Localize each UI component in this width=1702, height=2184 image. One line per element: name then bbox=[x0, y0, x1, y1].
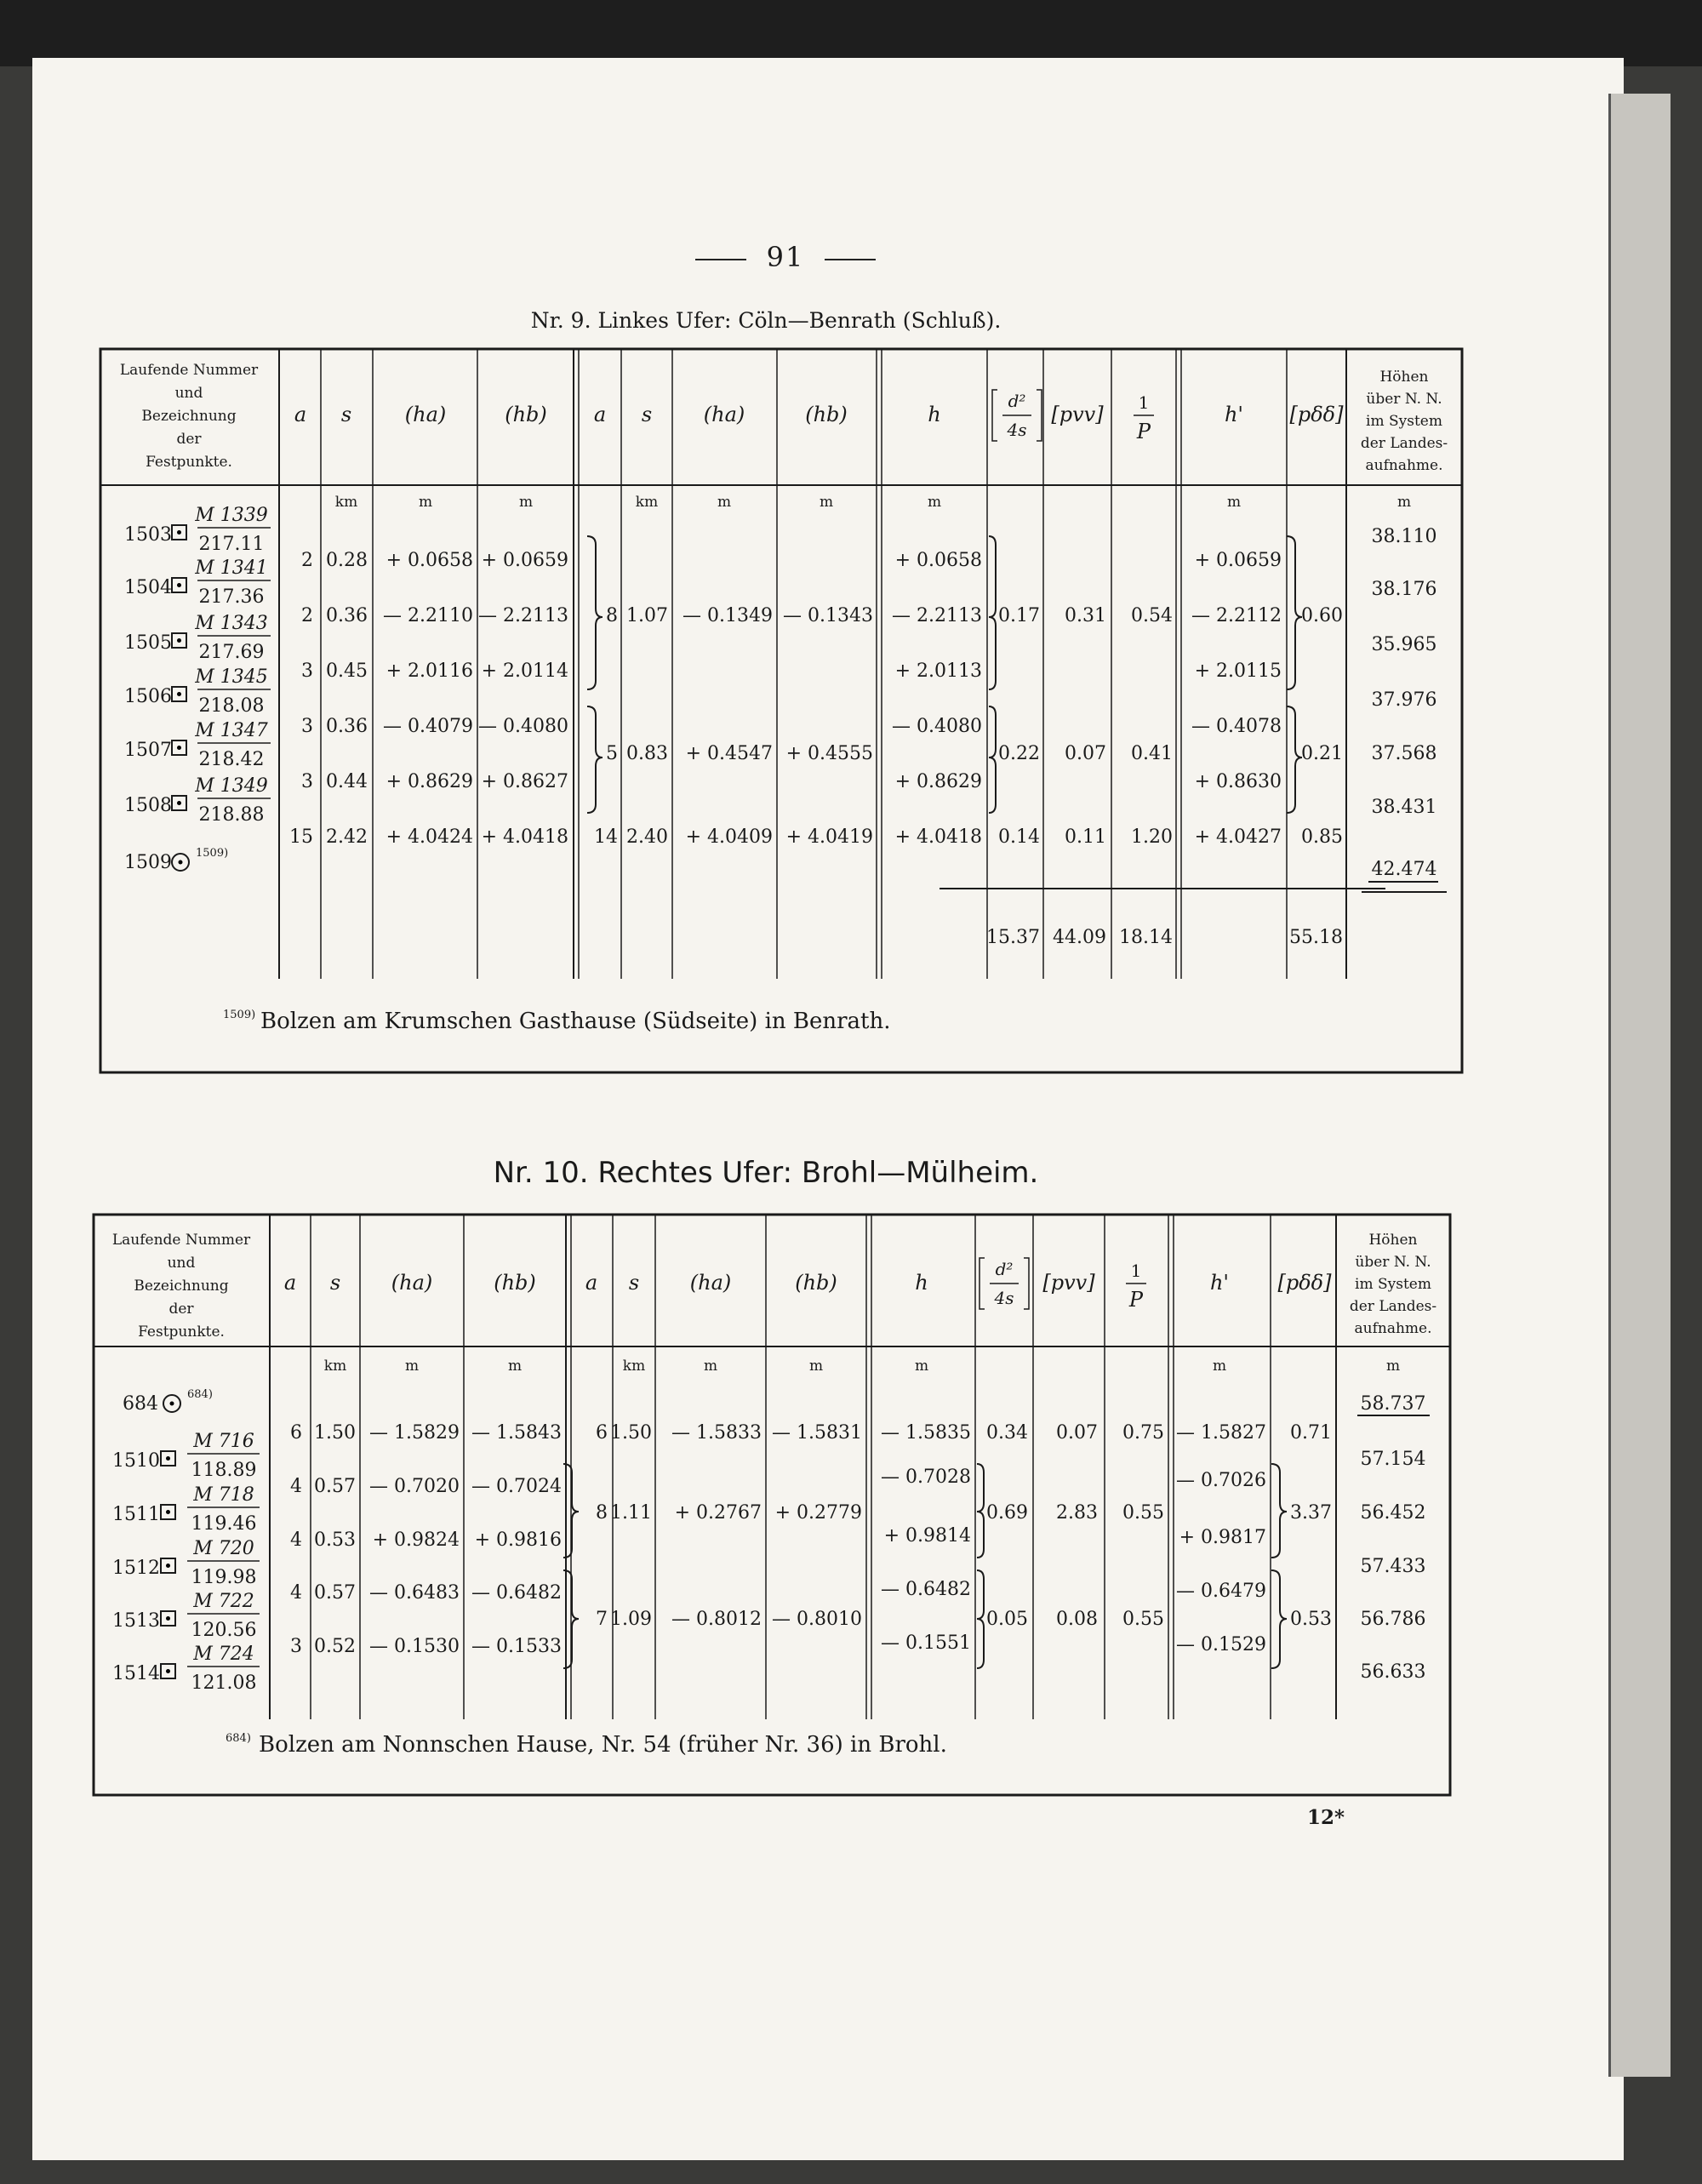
t9-unit-ha: m bbox=[418, 494, 433, 511]
t9-grp-pvv: 0.07 bbox=[1065, 743, 1106, 764]
t9-grp-s: 0.83 bbox=[626, 743, 668, 764]
t10-point-mark: M 724 bbox=[193, 1644, 254, 1665]
t10-unit-height: m bbox=[1385, 1358, 1401, 1375]
t9-cell-a: 3 bbox=[301, 716, 313, 737]
t9-grp-ha: — 0.1349 bbox=[683, 605, 773, 626]
t10-hdr-h-3: im System bbox=[1355, 1276, 1431, 1293]
t10-point-height: 56.633 bbox=[1360, 1661, 1426, 1683]
t9-point-num: 1508 bbox=[124, 795, 172, 816]
t9-cell-h: — 2.2113 bbox=[892, 605, 982, 626]
t9-hdr-4s: 4s bbox=[1007, 420, 1027, 440]
t10-cell-hb: — 0.1533 bbox=[471, 1636, 562, 1657]
t10-grp-d2: 0.69 bbox=[986, 1502, 1028, 1524]
t10-hdr-ha2: (ha) bbox=[689, 1271, 732, 1295]
t10-cell-s: 0.57 bbox=[314, 1582, 356, 1604]
t10-point-num: 1514 bbox=[112, 1663, 160, 1684]
t9-cell-ha: + 4.0424 bbox=[386, 826, 473, 848]
t10-point-height: 56.452 bbox=[1360, 1502, 1426, 1524]
t10-point-num: 1511 bbox=[112, 1504, 160, 1525]
t10-row bbox=[290, 1632, 1266, 1657]
t9-hdr-inv-den: P bbox=[1136, 420, 1151, 443]
t10-cell-a: 4 bbox=[290, 1529, 302, 1551]
t10-point-mark: M 722 bbox=[193, 1591, 254, 1612]
t10-hdr-label-5: Festpunkte. bbox=[138, 1324, 225, 1341]
t10-unit-hp: m bbox=[1212, 1358, 1227, 1375]
t10-unit-ha: m bbox=[404, 1358, 420, 1375]
t9-cell-h: + 4.0418 bbox=[894, 826, 982, 848]
t9-grp-pdd: 0.21 bbox=[1301, 743, 1343, 764]
t9-unit-hb: m bbox=[518, 494, 534, 511]
t9-grp-invp: 1.20 bbox=[1131, 826, 1173, 848]
t10-hdr-hb: (hb) bbox=[494, 1271, 536, 1295]
t9-hdr-pdd: [pδδ] bbox=[1289, 403, 1344, 426]
t10-cell-hp: — 0.1529 bbox=[1176, 1634, 1266, 1655]
t10-cell-h: — 0.1551 bbox=[881, 1632, 971, 1654]
t9-hdr-d2: d² bbox=[1008, 391, 1026, 411]
t9-hdr-label-1: Laufende Nummer bbox=[119, 362, 259, 379]
t10-unit-hb2: m bbox=[808, 1358, 824, 1375]
t9-cell-s: 2.42 bbox=[326, 826, 368, 848]
t10-cell-d2: 0.34 bbox=[986, 1422, 1028, 1444]
table9-title: Nr. 9. Linkes Ufer: Cöln—Benrath (Schluß). bbox=[530, 308, 1002, 333]
t9-grp-ha: + 0.4547 bbox=[685, 743, 773, 764]
t10-cell-a: 4 bbox=[290, 1476, 302, 1497]
t9-cell-ha: + 2.0116 bbox=[386, 660, 473, 682]
t10-cell-a: 6 bbox=[290, 1422, 302, 1444]
t9-hdr-label-5: Festpunkte. bbox=[146, 454, 232, 471]
t10-point-val: 120.56 bbox=[191, 1620, 257, 1641]
t10-cell-ha: — 1.5829 bbox=[369, 1422, 460, 1444]
t9-total-pvv: 44.09 bbox=[1053, 927, 1106, 948]
t9-grp-hb: — 0.1343 bbox=[783, 605, 873, 626]
t9-point-val: 217.36 bbox=[198, 586, 265, 608]
t9-point-mark: M 1339 bbox=[195, 505, 268, 526]
t9-footnote-mark: 1509) bbox=[223, 1009, 256, 1021]
t9-unit-height: m bbox=[1396, 494, 1412, 511]
t10-cell-a: 4 bbox=[290, 1582, 302, 1604]
t9-grp-a: 5 bbox=[606, 743, 618, 764]
t10-hdr-pvv: [pvv] bbox=[1042, 1271, 1095, 1295]
t10-cell-h: + 0.9814 bbox=[883, 1525, 971, 1547]
t10-hdr-a: a bbox=[283, 1271, 297, 1295]
t10-hdr-a2: a bbox=[585, 1271, 598, 1295]
t10-grp-s: 1.09 bbox=[610, 1609, 652, 1630]
t10-row bbox=[290, 1579, 1266, 1604]
t9-cell-h: + 2.0113 bbox=[894, 660, 982, 682]
t10-cell-s: 1.50 bbox=[314, 1422, 356, 1444]
t9-unit-hb2: m bbox=[819, 494, 834, 511]
t10-point-val: 118.89 bbox=[191, 1460, 257, 1481]
t9-grp-ha: + 4.0409 bbox=[685, 826, 773, 848]
t9-hdr-hb2: (hb) bbox=[805, 403, 848, 426]
t9-cell-s: 0.28 bbox=[326, 550, 368, 571]
t9-cell-a: 3 bbox=[301, 660, 313, 682]
t9-footnote: Bolzen am Krumschen Gasthause (Südseite) in Benrath. bbox=[260, 1009, 891, 1034]
t9-point-mark: M 1349 bbox=[195, 775, 268, 797]
t10-grp-ha: — 0.8012 bbox=[671, 1609, 762, 1630]
t9-grp-pdd: 0.85 bbox=[1301, 826, 1343, 848]
t9-hdr-s2: s bbox=[641, 403, 653, 426]
t10-hdr-h-1: Höhen bbox=[1368, 1232, 1418, 1249]
t10-hdr-hb2: (hb) bbox=[795, 1271, 837, 1295]
t10-hdr-s: s bbox=[329, 1271, 341, 1295]
t10-point-height: 58.737 bbox=[1360, 1393, 1426, 1415]
t10-point-mark: M 718 bbox=[193, 1484, 254, 1506]
t10-cell-ha: + 0.9824 bbox=[372, 1529, 460, 1551]
t10-point-num: 684 bbox=[123, 1393, 158, 1415]
t10-point bbox=[123, 1388, 1425, 1415]
t10-hdr-inv-num: 1 bbox=[1130, 1261, 1142, 1281]
t9-hdr-h: h bbox=[928, 403, 941, 426]
t10-point-height: 57.154 bbox=[1360, 1449, 1426, 1470]
t9-point-height: 38.110 bbox=[1371, 526, 1437, 547]
t9-cell-ha: — 0.4079 bbox=[383, 716, 473, 737]
t10-footnote-mark: 684) bbox=[226, 1732, 251, 1745]
t10-hdr-inv-den: P bbox=[1128, 1288, 1144, 1312]
t9-hdr-h-4: der Landes- bbox=[1360, 435, 1448, 452]
t10-cell-hp: — 1.5827 bbox=[1176, 1422, 1266, 1444]
t10-grp-pdd: 0.53 bbox=[1290, 1609, 1332, 1630]
t10-hdr-pdd: [pδδ] bbox=[1277, 1271, 1332, 1295]
t10-unit-h: m bbox=[914, 1358, 929, 1375]
t9-point-val: 218.08 bbox=[198, 695, 265, 717]
t9-grp-s: 2.40 bbox=[626, 826, 668, 848]
t9-point-mark: 1509) bbox=[196, 847, 229, 860]
t10-cell-s: 0.57 bbox=[314, 1476, 356, 1497]
t10-unit-s: km bbox=[323, 1358, 347, 1375]
t10-hdr-hp: h' bbox=[1209, 1271, 1230, 1295]
t9-row bbox=[301, 716, 1282, 737]
t9-cell-a: 15 bbox=[289, 826, 313, 848]
t9-cell-ha: — 2.2110 bbox=[383, 605, 473, 626]
t9-cell-hp: + 0.8630 bbox=[1194, 771, 1282, 792]
t9-cell-s: 0.44 bbox=[326, 771, 368, 792]
t10-cell-hb: — 1.5843 bbox=[471, 1422, 562, 1444]
t9-hdr-label-3: Bezeichnung bbox=[141, 408, 237, 425]
t10-grp-hb: — 0.8010 bbox=[772, 1609, 862, 1630]
t9-hdr-a2: a bbox=[593, 403, 607, 426]
t9-point-height: 42.474 bbox=[1371, 859, 1437, 880]
t9-point-num: 1503 bbox=[124, 524, 172, 546]
t10-grp-pvv: 0.08 bbox=[1056, 1609, 1098, 1630]
t10-grp-invp: 0.55 bbox=[1122, 1502, 1164, 1524]
t9-point-val: 217.69 bbox=[198, 642, 265, 663]
t9-unit-h: m bbox=[927, 494, 942, 511]
t9-hdr-h-5: aufnahme. bbox=[1365, 457, 1443, 474]
t10-cell-h: — 0.6482 bbox=[881, 1579, 971, 1600]
t9-point-num: 1504 bbox=[124, 577, 172, 598]
t10-grp-s: 1.11 bbox=[610, 1502, 652, 1524]
t10-cell-h: — 0.7028 bbox=[881, 1466, 971, 1488]
t9-cell-s: 0.36 bbox=[326, 716, 368, 737]
t9-hdr-h-2: über N. N. bbox=[1366, 391, 1442, 408]
t10-point-val: 119.46 bbox=[191, 1513, 257, 1535]
t9-row bbox=[301, 550, 1282, 571]
t9-point-mark: M 1343 bbox=[195, 613, 268, 634]
t10-cell-pvv: 0.07 bbox=[1056, 1422, 1098, 1444]
t10-grp-a: 8 bbox=[596, 1502, 608, 1524]
t9-hdr-pvv: [pvv] bbox=[1051, 403, 1104, 426]
t9-point-val: 218.42 bbox=[198, 749, 265, 770]
t9-point-mark: M 1341 bbox=[195, 557, 268, 579]
t9-point-num: 1509 bbox=[124, 852, 172, 873]
t9-hdr-inv-num: 1 bbox=[1138, 392, 1150, 413]
t10-unit-ha2: m bbox=[703, 1358, 718, 1375]
t10-point-val: 121.08 bbox=[191, 1672, 257, 1694]
t10-grp-pdd: 3.37 bbox=[1290, 1502, 1332, 1524]
t10-unit-s2: km bbox=[622, 1358, 646, 1375]
t9-cell-hp: + 0.0659 bbox=[1194, 550, 1282, 571]
t10-hdr-ha: (ha) bbox=[391, 1271, 433, 1295]
t10-hdr-label-4: der bbox=[168, 1301, 194, 1318]
t9-cell-h: — 0.4080 bbox=[892, 716, 982, 737]
t10-hdr-label-1: Laufende Nummer bbox=[111, 1232, 251, 1249]
t9-point-mark: M 1345 bbox=[195, 666, 268, 688]
t9-total-d2: 15.37 bbox=[986, 927, 1040, 948]
t9-grp-d2: 0.14 bbox=[998, 826, 1040, 848]
t10-first-row bbox=[290, 1422, 1332, 1444]
t9-group bbox=[606, 743, 1343, 764]
t10-grp-ha: + 0.2767 bbox=[674, 1502, 762, 1524]
t9-cell-h: + 0.8629 bbox=[894, 771, 982, 792]
t9-hdr-ha2: (ha) bbox=[703, 403, 745, 426]
t9-point-height: 38.431 bbox=[1371, 797, 1437, 818]
t10-hdr-4s: 4s bbox=[994, 1288, 1014, 1308]
t10-point-height: 56.786 bbox=[1360, 1609, 1426, 1630]
t9-point-height: 35.965 bbox=[1371, 634, 1437, 655]
t10-cell-hb: — 0.6482 bbox=[471, 1582, 562, 1604]
t10-hdr-s2: s bbox=[628, 1271, 640, 1295]
t9-grp-s: 1.07 bbox=[626, 605, 668, 626]
t9-row bbox=[301, 771, 1282, 792]
t9-hdr-h-3: im System bbox=[1366, 413, 1442, 430]
t9-total-invp: 18.14 bbox=[1119, 927, 1173, 948]
table10 bbox=[0, 1106, 1702, 1821]
t9-cell-a: 3 bbox=[301, 771, 313, 792]
t10-hdr-d2: d² bbox=[995, 1259, 1014, 1279]
t9-point-val: 218.88 bbox=[198, 804, 265, 826]
t10-cell-pdd: 0.71 bbox=[1290, 1422, 1332, 1444]
t10-cell-hp: — 0.7026 bbox=[1176, 1470, 1266, 1491]
t9-point-mark: M 1347 bbox=[195, 720, 268, 741]
t10-unit-hb: m bbox=[507, 1358, 523, 1375]
t9-cell-hb: — 2.2113 bbox=[478, 605, 568, 626]
t10-cell-invp: 0.75 bbox=[1122, 1422, 1164, 1444]
t9-grp-pvv: 0.31 bbox=[1065, 605, 1106, 626]
t9-grp-a: 14 bbox=[594, 826, 618, 848]
t10-point-mark: M 716 bbox=[193, 1431, 254, 1452]
t9-grp-pdd: 0.60 bbox=[1301, 605, 1343, 626]
t10-group bbox=[596, 1609, 1332, 1630]
t9-cell-hp: + 2.0115 bbox=[1194, 660, 1282, 682]
t9-point-height: 37.976 bbox=[1371, 689, 1437, 711]
t9-cell-hb: + 4.0418 bbox=[481, 826, 568, 848]
page-number-text: 91 bbox=[766, 241, 805, 273]
t10-footnote: Bolzen am Nonnschen Hause, Nr. 54 (früher Nr. 36) in Brohl. bbox=[259, 1732, 947, 1758]
t9-grp-pvv: 0.11 bbox=[1065, 826, 1106, 848]
t9-hdr-h-1: Höhen bbox=[1379, 369, 1429, 386]
t9-cell-hp: — 2.2112 bbox=[1191, 605, 1282, 626]
t9-grp-hb: + 0.4555 bbox=[785, 743, 873, 764]
signature-mark: 12* bbox=[1307, 1806, 1345, 1829]
t9-cell-hb: + 0.8627 bbox=[481, 771, 568, 792]
t9-cell-s: 0.36 bbox=[326, 605, 368, 626]
t10-grp-invp: 0.55 bbox=[1122, 1609, 1164, 1630]
t10-cell-hb: + 0.9816 bbox=[474, 1529, 562, 1551]
t9-cell-hb: + 2.0114 bbox=[481, 660, 568, 682]
t9-hdr-s: s bbox=[340, 403, 352, 426]
t9-grp-d2: 0.22 bbox=[998, 743, 1040, 764]
t9-point-val: 217.11 bbox=[198, 534, 265, 555]
t9-grp-a: 8 bbox=[606, 605, 618, 626]
t9-cell-hb: + 0.0659 bbox=[481, 550, 568, 571]
t9-cell-s: 0.45 bbox=[326, 660, 368, 682]
t9-unit-hp: m bbox=[1226, 494, 1242, 511]
t10-point-num: 1513 bbox=[112, 1610, 160, 1632]
t10-cell-hp: — 0.6479 bbox=[1176, 1581, 1266, 1602]
t10-cell-hb: — 0.7024 bbox=[471, 1476, 562, 1497]
t9-cell-hb: — 0.4080 bbox=[478, 716, 568, 737]
t10-row bbox=[290, 1525, 1266, 1551]
t9-hdr-ha: (ha) bbox=[404, 403, 447, 426]
t9-hdr-a: a bbox=[294, 403, 307, 426]
t10-point-num: 1512 bbox=[112, 1558, 160, 1579]
t10-cell-s: 0.52 bbox=[314, 1636, 356, 1657]
t10-cell-s2: 1.50 bbox=[610, 1422, 652, 1444]
t9-cell-h: + 0.0658 bbox=[894, 550, 982, 571]
t9-cell-hp: + 4.0427 bbox=[1194, 826, 1282, 848]
t10-point-mark: M 720 bbox=[193, 1538, 254, 1559]
t9-hdr-label-2: und bbox=[174, 385, 203, 402]
t10-cell-ha2: — 1.5833 bbox=[671, 1422, 762, 1444]
table10-title: Nr. 10. Rechtes Ufer: Brohl—Mülheim. bbox=[493, 1156, 1039, 1190]
t9-unit-s: km bbox=[334, 494, 358, 511]
t10-grp-hb: + 0.2779 bbox=[774, 1502, 862, 1524]
t9-cell-a: 2 bbox=[301, 605, 313, 626]
t9-grp-hb: + 4.0419 bbox=[785, 826, 873, 848]
t10-cell-a2: 6 bbox=[596, 1422, 608, 1444]
t9-totals bbox=[986, 927, 1343, 948]
t9-point-num: 1506 bbox=[124, 686, 172, 707]
t9-point-num: 1505 bbox=[124, 632, 172, 654]
t9-cell-ha: + 0.0658 bbox=[386, 550, 473, 571]
t9-cell-a: 2 bbox=[301, 550, 313, 571]
t10-hdr-h-4: der Landes- bbox=[1349, 1298, 1437, 1315]
t10-cell-a: 3 bbox=[290, 1636, 302, 1657]
t10-cell-ha: — 0.1530 bbox=[369, 1636, 460, 1657]
t10-cell-ha: — 0.6483 bbox=[369, 1582, 460, 1604]
t10-point-height: 57.433 bbox=[1360, 1556, 1426, 1577]
t10-hdr-label-3: Bezeichnung bbox=[134, 1278, 229, 1295]
t9-grp-invp: 0.54 bbox=[1131, 605, 1173, 626]
t9-total-pdd: 55.18 bbox=[1289, 927, 1343, 948]
t9-row bbox=[301, 660, 1282, 682]
t10-hdr-h-2: über N. N. bbox=[1355, 1254, 1431, 1271]
t9-unit-ha2: m bbox=[717, 494, 732, 511]
t9-cell-hp: — 0.4078 bbox=[1191, 716, 1282, 737]
t10-hdr-h-5: aufnahme. bbox=[1354, 1320, 1432, 1337]
t9-point-num: 1507 bbox=[124, 740, 172, 761]
t10-point-mark: 684) bbox=[187, 1388, 213, 1401]
t10-grp-pvv: 2.83 bbox=[1056, 1502, 1098, 1524]
t10-cell-s: 0.53 bbox=[314, 1529, 356, 1551]
t10-cell-hp: + 0.9817 bbox=[1179, 1527, 1266, 1548]
t9-grp-d2: 0.17 bbox=[998, 605, 1040, 626]
t10-hdr-label-2: und bbox=[167, 1255, 196, 1272]
t9-point-height: 37.568 bbox=[1371, 743, 1437, 764]
t9-point-height: 38.176 bbox=[1371, 579, 1437, 600]
t10-hdr-h: h bbox=[915, 1271, 928, 1295]
t10-row bbox=[290, 1466, 1266, 1497]
t10-cell-hb2: — 1.5831 bbox=[772, 1422, 862, 1444]
t10-cell-h: — 1.5835 bbox=[881, 1422, 971, 1444]
t10-point-num: 1510 bbox=[112, 1450, 160, 1472]
t9-unit-s2: km bbox=[635, 494, 659, 511]
t10-grp-a: 7 bbox=[596, 1609, 608, 1630]
t9-cell-ha: + 0.8629 bbox=[386, 771, 473, 792]
t9-hdr-label-4: der bbox=[176, 431, 202, 448]
t9-hdr-hp: h' bbox=[1224, 403, 1244, 426]
t10-grp-d2: 0.05 bbox=[986, 1609, 1028, 1630]
t10-cell-ha: — 0.7020 bbox=[369, 1476, 460, 1497]
t9-hdr-hb: (hb) bbox=[505, 403, 547, 426]
t9-grp-invp: 0.41 bbox=[1131, 743, 1173, 764]
t10-group bbox=[596, 1502, 1332, 1524]
t10-point-val: 119.98 bbox=[191, 1567, 257, 1588]
